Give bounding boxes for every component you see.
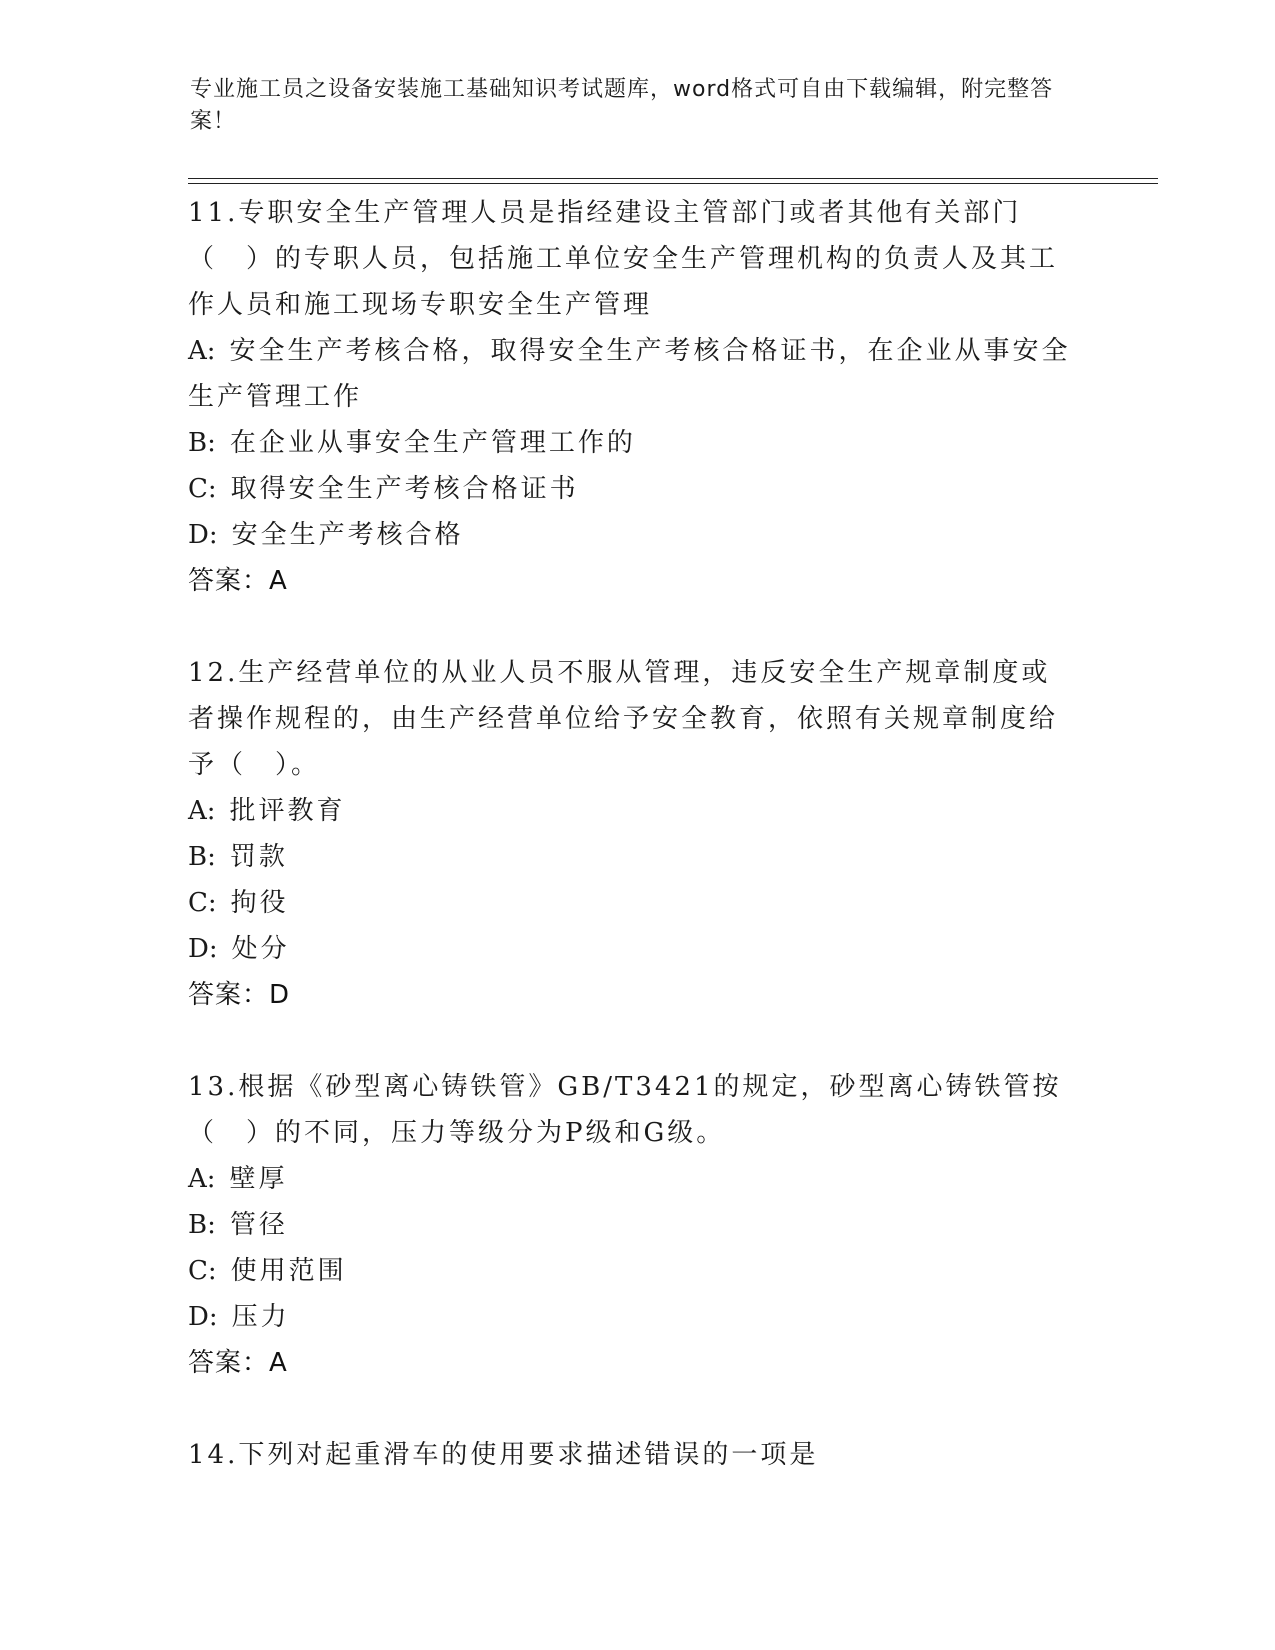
question-text: 11.专职安全生产管理人员是指经建设主管部门或者其他有关部门（ ）的专职人员，包括施工单位安全生产管理机构的负责人及其工作人员和施工现场专职安全生产管理: [188, 198, 1059, 320]
option-text: 拘役: [230, 888, 289, 918]
option-text: 壁厚: [229, 1164, 288, 1194]
option-label: C:: [188, 1256, 217, 1286]
option-label: C:: [188, 888, 217, 918]
option-label: D:: [188, 1302, 218, 1332]
option-label: D:: [188, 934, 218, 964]
option-a: [188, 328, 1078, 420]
option-a: [188, 1156, 1078, 1202]
option-c: [188, 880, 1078, 926]
option-d: [188, 926, 1078, 972]
option-c: [188, 466, 1078, 512]
option-label: C:: [188, 474, 217, 504]
option-text: 使用范围: [230, 1256, 347, 1286]
question-12: [188, 650, 1078, 1018]
option-b: [188, 1202, 1078, 1248]
option-text: 罚款: [229, 842, 288, 872]
option-label: A:: [188, 336, 216, 366]
document-header: 专业施工员之设备安装施工基础知识考试题库，word格式可自由下载编辑，附完整答案！: [190, 77, 1054, 134]
question-14: [188, 1432, 1078, 1478]
option-text: 批评教育: [229, 796, 346, 826]
option-text: 压力: [231, 1302, 290, 1332]
option-label: B:: [188, 1210, 216, 1240]
option-b: [188, 420, 1078, 466]
option-c: [188, 1248, 1078, 1294]
header-divider-bottom: [188, 183, 1158, 184]
option-text: 取得安全生产考核合格证书: [230, 474, 579, 504]
option-label: B:: [188, 842, 216, 872]
answer-line: 答案：A: [188, 1348, 288, 1378]
option-d: [188, 512, 1078, 558]
option-text: 处分: [231, 934, 290, 964]
question-list: [188, 190, 1078, 1524]
question-text: 12.生产经营单位的从业人员不服从管理，违反安全生产规章制度或者操作规程的，由生产经营单位给予安全教育，依照有关规章制度给予（ ）。: [188, 658, 1059, 780]
answer-line: 答案：D: [188, 980, 291, 1010]
header-divider-top: [188, 178, 1158, 179]
option-label: B:: [188, 428, 216, 458]
option-label: A:: [188, 1164, 216, 1194]
option-text: 安全生产考核合格，取得安全生产考核合格证书，在企业从事安全生产管理工作: [188, 336, 1071, 412]
option-b: [188, 834, 1078, 880]
question-text: 14.下列对起重滑车的使用要求描述错误的一项是: [188, 1440, 819, 1470]
question-11: [188, 190, 1078, 604]
option-label: A:: [188, 796, 216, 826]
option-label: D:: [188, 520, 218, 550]
question-13: [188, 1064, 1078, 1386]
question-text: 13.根据《砂型离心铸铁管》GB/T3421的规定，砂型离心铸铁管按（ ）的不同，压力等级分为P级和G级。: [188, 1072, 1062, 1148]
option-a: [188, 788, 1078, 834]
option-d: [188, 1294, 1078, 1340]
option-text: 安全生产考核合格: [231, 520, 464, 550]
option-text: 管径: [229, 1210, 288, 1240]
answer-line: 答案：A: [188, 566, 288, 596]
option-text: 在企业从事安全生产管理工作的: [229, 428, 636, 458]
